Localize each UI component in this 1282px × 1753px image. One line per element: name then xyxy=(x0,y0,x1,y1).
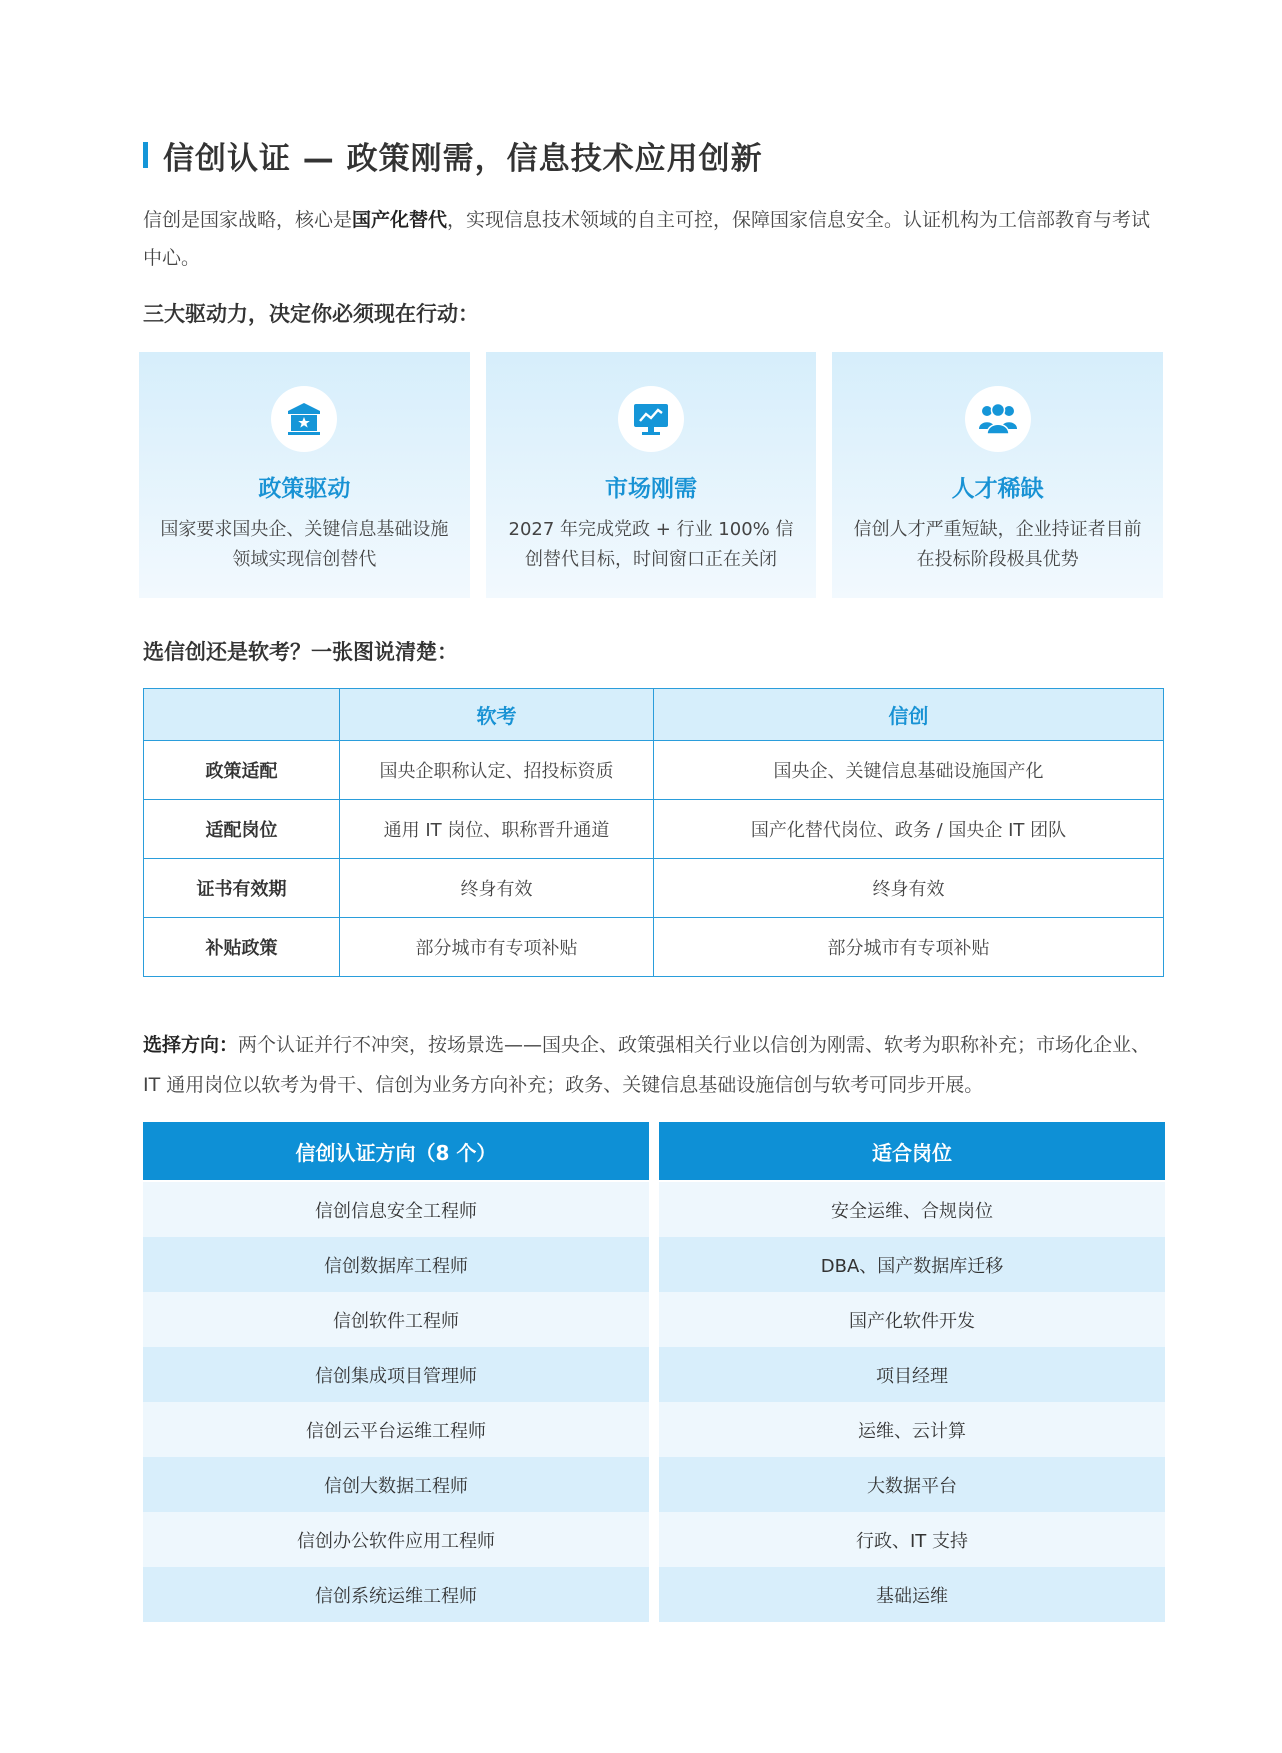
conclusion-text: 两个认证并行不冲突，按场景选——国央企、政策强相关行业以信创为刚需、软考为职称补充；市场化企业、IT 通用岗位以软考为骨干、信创为业务方向补充；政务、关键信息基础设施信创与软考可同步开展。 xyxy=(143,1034,1151,1096)
card-desc-talent: 信创人才严重短缺，企业持证者目前在投标阶段极具优势 xyxy=(853,519,1142,570)
table-row xyxy=(143,1347,1165,1402)
role-name: 基础运维 xyxy=(659,1567,1165,1622)
table-cell: 国产化替代岗位、政务 / 国央企 IT 团队 xyxy=(654,800,1164,859)
comparison-header-row xyxy=(144,689,1164,741)
table-row xyxy=(143,1457,1165,1512)
row-label: 补贴政策 xyxy=(144,918,340,977)
people-group-icon xyxy=(965,386,1031,452)
table-cell: 部分城市有专项补贴 xyxy=(340,918,654,977)
card-desc-policy: 国家要求国央企、关键信息基础设施领域实现信创替代 xyxy=(160,519,449,570)
compare-heading: 选信创还是软考？一张图说清楚： xyxy=(143,640,458,664)
table-cell: 终身有效 xyxy=(654,859,1164,918)
table-row xyxy=(143,1567,1165,1622)
page-title: 信创认证 — 政策刚需，信息技术应用创新 xyxy=(163,140,763,177)
title-accent-bar xyxy=(143,142,148,168)
role-name: 行政、IT 支持 xyxy=(659,1512,1165,1567)
cert-name: 信创大数据工程师 xyxy=(143,1457,649,1512)
table-row xyxy=(143,1402,1165,1457)
table-row xyxy=(144,741,1164,800)
directions-table xyxy=(143,1122,1165,1622)
table-cell: 国央企、关键信息基础设施国产化 xyxy=(654,741,1164,800)
directions-body xyxy=(143,1182,1165,1622)
role-name: 安全运维、合规岗位 xyxy=(659,1182,1165,1237)
intro-text-1: 信创是国家战略，核心是 xyxy=(143,209,353,231)
row-label: 适配岗位 xyxy=(144,800,340,859)
directions-header-cert: 信创认证方向（8 个） xyxy=(143,1122,649,1180)
cert-name: 信创集成项目管理师 xyxy=(143,1347,649,1402)
driver-card-talent xyxy=(832,352,1163,598)
table-row xyxy=(144,800,1164,859)
conclusion-label: 选择方向： xyxy=(143,1034,239,1056)
table-row xyxy=(144,918,1164,977)
monitor-trend-icon xyxy=(618,386,684,452)
card-title-market: 市场刚需 xyxy=(605,476,697,502)
table-cell: 终身有效 xyxy=(340,859,654,918)
role-name: 大数据平台 xyxy=(659,1457,1165,1512)
table-cell: 通用 IT 岗位、职称晋升通道 xyxy=(340,800,654,859)
directions-header-role: 适合岗位 xyxy=(659,1122,1165,1180)
cert-name: 信创云平台运维工程师 xyxy=(143,1402,649,1457)
directions-header-row xyxy=(143,1122,1165,1180)
comparison-header-blank xyxy=(144,689,340,741)
card-title-talent: 人才稀缺 xyxy=(951,476,1044,502)
intro-text-2: ，实现信息技术领域的自主可控，保障国家信息安全。认证机构为工信部教育与考试中心。 xyxy=(143,209,1151,269)
section-title-row xyxy=(143,133,763,177)
comparison-header-xinchuang: 信创 xyxy=(654,689,1164,741)
row-label: 证书有效期 xyxy=(144,859,340,918)
cert-name: 信创系统运维工程师 xyxy=(143,1567,649,1622)
comparison-table xyxy=(143,688,1164,977)
intro-paragraph xyxy=(143,201,1163,277)
cert-name: 信创软件工程师 xyxy=(143,1292,649,1347)
comparison-header-ruankao: 软考 xyxy=(340,689,654,741)
table-cell: 国央企职称认定、招投标资质 xyxy=(340,741,654,800)
driver-cards xyxy=(139,352,1163,598)
table-row xyxy=(143,1237,1165,1292)
cert-name: 信创信息安全工程师 xyxy=(143,1182,649,1237)
driver-card-market xyxy=(486,352,817,598)
row-label: 政策适配 xyxy=(144,741,340,800)
table-row xyxy=(143,1182,1165,1237)
table-row xyxy=(143,1512,1165,1567)
table-row xyxy=(144,859,1164,918)
table-row xyxy=(143,1292,1165,1347)
cert-name: 信创数据库工程师 xyxy=(143,1237,649,1292)
role-name: 项目经理 xyxy=(659,1347,1165,1402)
table-cell: 部分城市有专项补贴 xyxy=(654,918,1164,977)
conclusion-paragraph xyxy=(143,1025,1163,1105)
role-name: 运维、云计算 xyxy=(659,1402,1165,1457)
driver-card-policy xyxy=(139,352,470,598)
role-name: DBA、国产数据库迁移 xyxy=(659,1237,1165,1292)
cert-name: 信创办公软件应用工程师 xyxy=(143,1512,649,1567)
drivers-heading: 三大驱动力，决定你必须现在行动： xyxy=(143,302,479,326)
government-building-icon xyxy=(271,386,337,452)
card-desc-market: 2027 年完成党政 + 行业 100% 信创替代目标，时间窗口正在关闭 xyxy=(508,519,794,570)
intro-bold-text: 国产化替代 xyxy=(352,209,448,231)
role-name: 国产化软件开发 xyxy=(659,1292,1165,1347)
card-title-policy: 政策驱动 xyxy=(258,476,351,502)
